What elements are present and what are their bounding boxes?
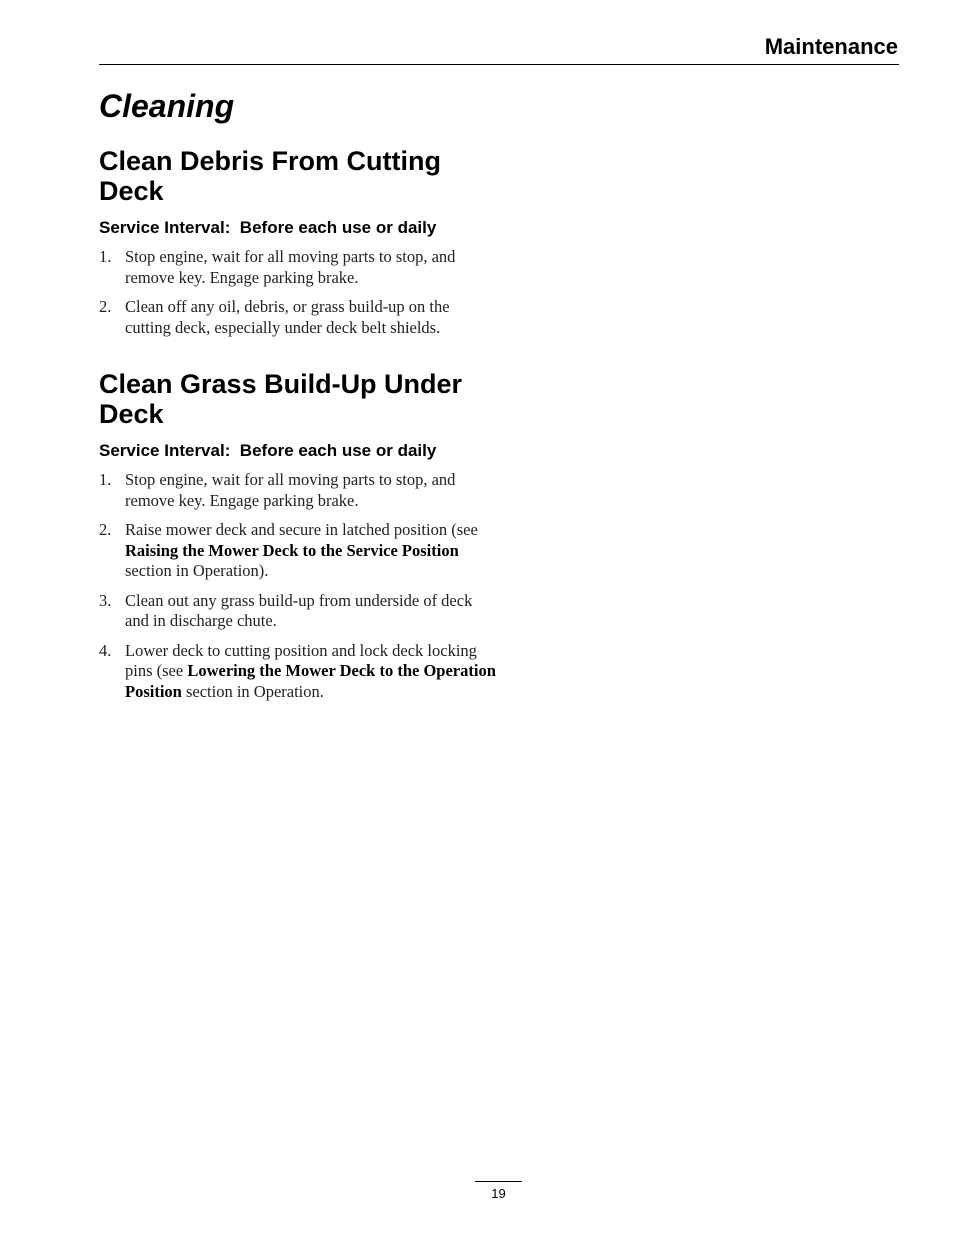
page-header	[99, 30, 899, 65]
step-item	[99, 641, 499, 703]
step-number: 1.	[99, 247, 112, 266]
section-clean-grass	[99, 369, 499, 702]
step-list	[99, 247, 499, 338]
step-number: 2.	[99, 297, 112, 316]
section-clean-debris	[99, 146, 499, 338]
step-item	[99, 297, 499, 338]
step-item	[99, 470, 499, 511]
cross-reference: Lowering the Mower Deck to the Operation Position	[125, 661, 496, 701]
page-content	[99, 86, 499, 711]
section-title: Clean Debris From Cutting Deck	[99, 146, 442, 206]
section-label: Maintenance	[764, 34, 898, 59]
step-item	[99, 520, 499, 582]
step-item	[99, 591, 499, 632]
step-text: Stop engine, wait for all moving parts to stop, and remove key. Engage parking brake.	[125, 247, 456, 287]
section-title: Clean Grass Build-Up Under Deck	[99, 369, 463, 429]
service-interval: Service Interval: Before each use or daily	[99, 441, 437, 460]
page-number: 19	[491, 1186, 506, 1201]
page-footer	[475, 1181, 522, 1202]
step-item	[99, 247, 499, 288]
cross-reference: Raising the Mower Deck to the Service Position	[125, 540, 459, 560]
step-text: Stop engine, wait for all moving parts to stop, and remove key. Engage parking brake.	[125, 470, 456, 510]
step-text: Clean off any oil, debris, or grass build-up on the cutting deck, especially under deck belt shields.	[125, 297, 450, 337]
chapter-title: Cleaning	[99, 88, 235, 124]
step-text: Clean out any grass build-up from underside of deck and in discharge chute.	[125, 590, 473, 630]
service-interval: Service Interval: Before each use or daily	[99, 218, 437, 237]
step-text: Lower deck to cutting position and lock deck locking pins (see Lowering the Mower Deck to the Operation Position section in Operation.	[125, 640, 496, 701]
step-text: Raise mower deck and secure in latched position (see Raising the Mower Deck to the Service Position section in Operation).	[125, 520, 478, 580]
step-number: 1.	[99, 470, 112, 489]
step-list	[99, 470, 499, 702]
step-number: 3.	[99, 590, 112, 610]
step-number: 4.	[99, 640, 112, 660]
step-number: 2.	[99, 520, 112, 539]
